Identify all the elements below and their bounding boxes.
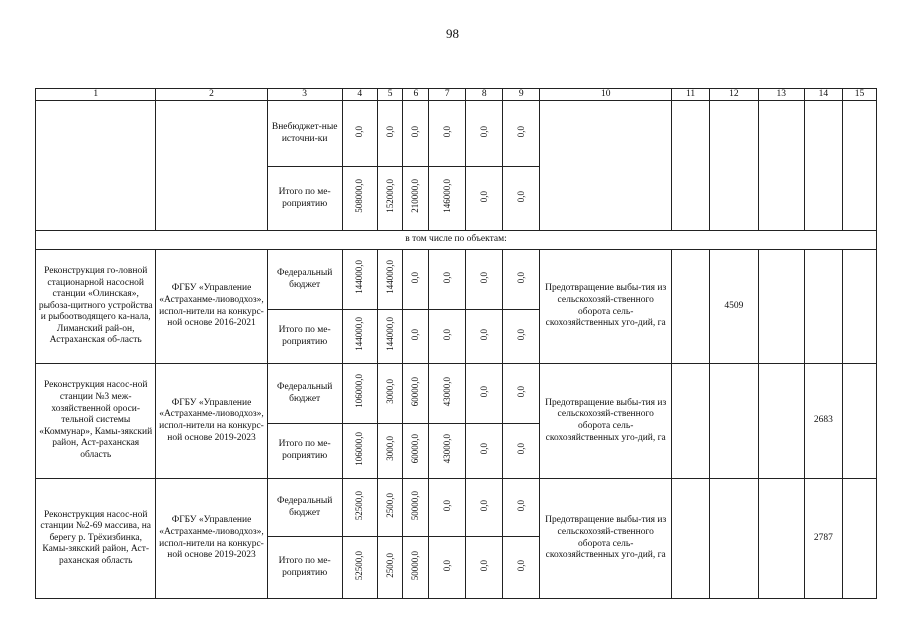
- amount-value: 0,0: [478, 125, 489, 137]
- amount-value: 0,0: [478, 271, 489, 283]
- amount-value: 0,0: [441, 125, 452, 137]
- amount-value: 0,0: [410, 328, 421, 340]
- amount-value: 60000,0: [410, 434, 421, 464]
- amount-value: 144000,0: [384, 317, 395, 352]
- amount-value: 0,0: [515, 499, 526, 511]
- value-cell: [842, 364, 876, 479]
- column-number: 2: [156, 89, 267, 101]
- object-name-cell: [36, 101, 156, 231]
- funding-source: Федеральный бюджет: [267, 250, 342, 310]
- program-table: [35, 88, 877, 599]
- executor-cell: [156, 101, 267, 231]
- amount-value: 0,0: [441, 499, 452, 511]
- column-number: 14: [804, 89, 842, 101]
- amount-value: 0,0: [515, 559, 526, 571]
- amount-value: 106000,0: [354, 374, 365, 409]
- funding-source: Федеральный бюджет: [267, 364, 342, 424]
- value-cell: [758, 250, 804, 364]
- amount-value: 2500,0: [384, 492, 395, 518]
- amount-value: 0,0: [410, 271, 421, 283]
- funding-source: Итого по ме-роприятию: [267, 537, 342, 599]
- amount-value: 144000,0: [354, 260, 365, 295]
- value-cell: [842, 479, 876, 599]
- column-number-row: [36, 89, 877, 101]
- amount-value: 0,0: [441, 559, 452, 571]
- column-number: 9: [503, 89, 540, 101]
- amount-value: 3000,0: [384, 378, 395, 404]
- value-cell: [672, 364, 710, 479]
- amount-value: 0,0: [478, 443, 489, 455]
- value-cell: [804, 101, 842, 231]
- executor: ФГБУ «Управление «Астраханме-лиоводхоз», испол-нители на конкурс-ной основе 2019-2023: [156, 364, 267, 479]
- column-number: 3: [267, 89, 342, 101]
- value-cell: 2683: [804, 364, 842, 479]
- table-row: [36, 479, 877, 537]
- amount-value: 3000,0: [384, 436, 395, 462]
- amount-value: 0,0: [441, 328, 452, 340]
- amount-value: 0,0: [478, 328, 489, 340]
- column-number: 11: [672, 89, 710, 101]
- amount-value: 0,0: [478, 190, 489, 202]
- value-cell: [710, 479, 758, 599]
- value-cell: 2787: [804, 479, 842, 599]
- amount-value: 0,0: [478, 559, 489, 571]
- amount-value: 0,0: [515, 443, 526, 455]
- object-name: Реконструкция го-ловной стационарной насосной станции «Олинская», рыбоза-щитного устройства и рыбоотводящего ка-нала, Лиманский рай-он, Астраханская об-ласть: [36, 250, 156, 364]
- page-number: 98: [446, 26, 459, 41]
- value-cell: [672, 101, 710, 231]
- amount-value: 0,0: [354, 125, 365, 137]
- amount-value: 508000,0: [354, 179, 365, 214]
- funding-source: Итого по ме-роприятию: [267, 424, 342, 479]
- amount-value: 52500,0: [354, 550, 365, 580]
- amount-value: 0,0: [478, 385, 489, 397]
- indicator: Предотвращение выбы-тия из сельскохозяй-ственного оборота сель-скохозяйственных уго-дий, га: [540, 479, 672, 599]
- amount-value: 144000,0: [354, 317, 365, 352]
- amount-value: 144000,0: [384, 260, 395, 295]
- amount-value: 60000,0: [410, 376, 421, 406]
- funding-source: Внебюджет-ные источни-ки: [267, 101, 342, 167]
- amount-value: 0,0: [478, 499, 489, 511]
- amount-value: 152000,0: [384, 179, 395, 214]
- column-number: 10: [540, 89, 672, 101]
- amount-value: 0,0: [515, 190, 526, 202]
- amount-value: 0,0: [515, 271, 526, 283]
- value-cell: [672, 250, 710, 364]
- value-cell: [710, 101, 758, 231]
- amount-value: 0,0: [515, 385, 526, 397]
- value-cell: [758, 101, 804, 231]
- amount-value: 50000,0: [410, 490, 421, 520]
- value-cell: [672, 479, 710, 599]
- section-title: в том числе по объектам:: [36, 231, 877, 250]
- object-name: Реконструкция насос-ной станции №3 меж-хозяйственной ороси-тельной системы «Коммунар», Камы-зякский район, Аст-раханская область: [36, 364, 156, 479]
- executor: ФГБУ «Управление «Астраханме-лиоводхоз», испол-нители на конкурс-ной основе 2016-2021: [156, 250, 267, 364]
- table-row: [36, 101, 877, 167]
- amount-value: 0,0: [410, 125, 421, 137]
- amount-value: 0,0: [441, 271, 452, 283]
- amount-value: 0,0: [384, 125, 395, 137]
- amount-value: 106000,0: [354, 431, 365, 466]
- column-number: 12: [710, 89, 758, 101]
- value-cell: [710, 364, 758, 479]
- amount-value: 2500,0: [384, 552, 395, 578]
- indicator: Предотвращение выбы-тия из сельскохозяй-ственного оборота сель-скохозяйственных уго-дий, га: [540, 364, 672, 479]
- indicator-cell: [540, 101, 672, 231]
- indicator: Предотвращение выбы-тия из сельскохозяй-ственного оборота сель-скохозяйственных уго-дий, га: [540, 250, 672, 364]
- value-cell: [842, 250, 876, 364]
- amount-value: 210000,0: [410, 179, 421, 214]
- value-cell: [758, 479, 804, 599]
- column-number: 4: [342, 89, 377, 101]
- amount-value: 43000,0: [441, 434, 452, 464]
- value-cell: [804, 250, 842, 364]
- funding-source: Федеральный бюджет: [267, 479, 342, 537]
- value-cell: 4509: [710, 250, 758, 364]
- table-row: [36, 250, 877, 310]
- column-number: 8: [466, 89, 503, 101]
- column-number: 7: [429, 89, 466, 101]
- funding-source: Итого по ме-роприятию: [267, 167, 342, 231]
- column-number: 5: [377, 89, 403, 101]
- executor: ФГБУ «Управление «Астраханме-лиоводхоз», испол-нители на конкурс-ной основе 2019-2023: [156, 479, 267, 599]
- amount-value: 146000,0: [441, 179, 452, 214]
- column-number: 6: [403, 89, 429, 101]
- amount-value: 0,0: [515, 125, 526, 137]
- funding-source: Итого по ме-роприятию: [267, 310, 342, 364]
- object-name: Реконструкция насос-ной станции №2-69 массива, на берегу р. Трёхизбинка, Камы-зякский район, Аст-раханская область: [36, 479, 156, 599]
- column-number: 1: [36, 89, 156, 101]
- amount-value: 43000,0: [441, 376, 452, 406]
- column-number: 13: [758, 89, 804, 101]
- amount-value: 52500,0: [354, 490, 365, 520]
- column-number: 15: [842, 89, 876, 101]
- value-cell: [758, 364, 804, 479]
- value-cell: [842, 101, 876, 231]
- amount-value: 0,0: [515, 328, 526, 340]
- table-row: [36, 364, 877, 424]
- section-row: [36, 231, 877, 250]
- amount-value: 50000,0: [410, 550, 421, 580]
